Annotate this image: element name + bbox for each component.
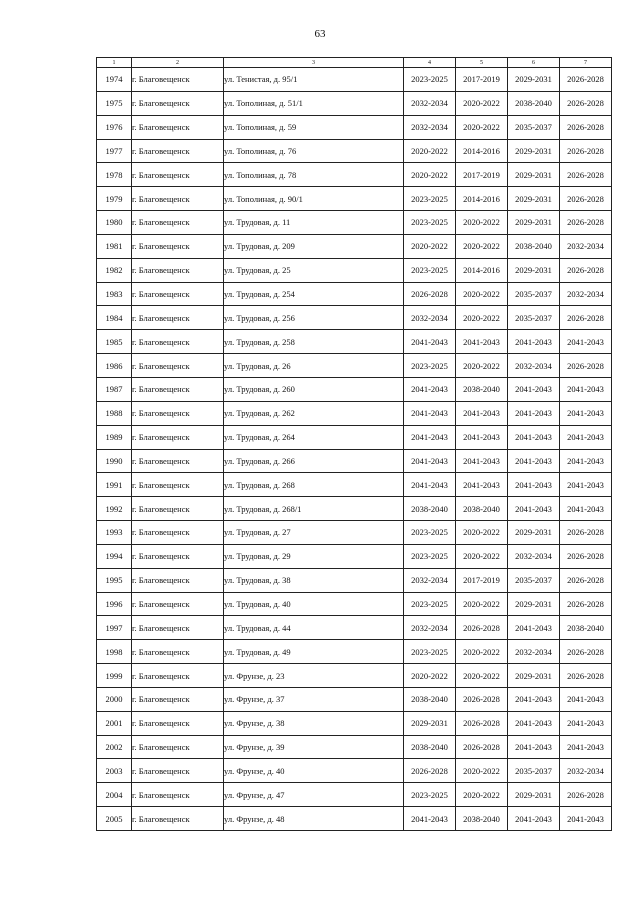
table-row [97, 91, 612, 115]
row-number-cell: 1985 [97, 330, 132, 354]
city-cell: г. Благовещенск [132, 401, 224, 425]
period-col-5-cell: 2041-2043 [456, 425, 508, 449]
period-col-5-cell: 2014-2016 [456, 258, 508, 282]
city-cell: г. Благовещенск [132, 163, 224, 187]
period-col-4-cell: 2023-2025 [404, 258, 456, 282]
period-col-5-cell: 2020-2022 [456, 544, 508, 568]
column-header-7: 7 [560, 58, 612, 68]
city-cell: г. Благовещенск [132, 640, 224, 664]
address-cell: ул. Фрунзе, д. 38 [224, 711, 404, 735]
city-cell: г. Благовещенск [132, 354, 224, 378]
table-row [97, 234, 612, 258]
row-number-cell: 1980 [97, 211, 132, 235]
period-col-6-cell: 2035-2037 [508, 759, 560, 783]
row-number-cell: 1989 [97, 425, 132, 449]
table-row [97, 759, 612, 783]
period-col-5-cell: 2020-2022 [456, 354, 508, 378]
period-col-4-cell: 2041-2043 [404, 401, 456, 425]
column-header-3: 3 [224, 58, 404, 68]
row-number-cell: 1984 [97, 306, 132, 330]
address-cell: ул. Фрунзе, д. 39 [224, 735, 404, 759]
table-row [97, 449, 612, 473]
city-cell: г. Благовещенск [132, 592, 224, 616]
period-col-6-cell: 2041-2043 [508, 330, 560, 354]
period-col-5-cell: 2041-2043 [456, 449, 508, 473]
period-col-6-cell: 2041-2043 [508, 377, 560, 401]
period-col-6-cell: 2041-2043 [508, 711, 560, 735]
period-col-5-cell: 2038-2040 [456, 807, 508, 831]
city-cell: г. Благовещенск [132, 211, 224, 235]
column-header-1: 1 [97, 58, 132, 68]
table-row [97, 497, 612, 521]
period-col-5-cell: 2020-2022 [456, 234, 508, 258]
period-col-4-cell: 2020-2022 [404, 163, 456, 187]
period-col-5-cell: 2020-2022 [456, 115, 508, 139]
period-col-7-cell: 2041-2043 [560, 735, 612, 759]
period-col-5-cell: 2026-2028 [456, 735, 508, 759]
period-col-5-cell: 2026-2028 [456, 687, 508, 711]
period-col-4-cell: 2023-2025 [404, 521, 456, 545]
period-col-5-cell: 2020-2022 [456, 759, 508, 783]
period-col-6-cell: 2035-2037 [508, 115, 560, 139]
period-col-7-cell: 2041-2043 [560, 687, 612, 711]
city-cell: г. Благовещенск [132, 377, 224, 401]
period-col-4-cell: 2029-2031 [404, 711, 456, 735]
period-col-7-cell: 2026-2028 [560, 211, 612, 235]
row-number-cell: 2000 [97, 687, 132, 711]
row-number-cell: 1990 [97, 449, 132, 473]
column-header-6: 6 [508, 58, 560, 68]
address-cell: ул. Тополиная, д. 59 [224, 115, 404, 139]
row-number-cell: 2005 [97, 807, 132, 831]
table-row [97, 664, 612, 688]
period-col-6-cell: 2032-2034 [508, 640, 560, 664]
period-col-7-cell: 2026-2028 [560, 163, 612, 187]
period-col-4-cell: 2041-2043 [404, 473, 456, 497]
row-number-cell: 1995 [97, 568, 132, 592]
row-number-cell: 2002 [97, 735, 132, 759]
period-col-4-cell: 2032-2034 [404, 306, 456, 330]
table-row [97, 115, 612, 139]
city-cell: г. Благовещенск [132, 735, 224, 759]
period-col-5-cell: 2020-2022 [456, 211, 508, 235]
period-col-6-cell: 2029-2031 [508, 68, 560, 92]
city-cell: г. Благовещенск [132, 711, 224, 735]
period-col-7-cell: 2041-2043 [560, 497, 612, 521]
table-row [97, 473, 612, 497]
period-col-7-cell: 2041-2043 [560, 401, 612, 425]
period-col-4-cell: 2023-2025 [404, 354, 456, 378]
period-col-5-cell: 2017-2019 [456, 568, 508, 592]
period-col-6-cell: 2041-2043 [508, 616, 560, 640]
period-col-4-cell: 2020-2022 [404, 139, 456, 163]
period-col-7-cell: 2026-2028 [560, 91, 612, 115]
row-number-cell: 1982 [97, 258, 132, 282]
city-cell: г. Благовещенск [132, 139, 224, 163]
period-col-7-cell: 2032-2034 [560, 759, 612, 783]
table-row [97, 568, 612, 592]
period-col-4-cell: 2041-2043 [404, 449, 456, 473]
city-cell: г. Благовещенск [132, 258, 224, 282]
address-cell: ул. Трудовая, д. 268 [224, 473, 404, 497]
city-cell: г. Благовещенск [132, 449, 224, 473]
city-cell: г. Благовещенск [132, 521, 224, 545]
period-col-7-cell: 2041-2043 [560, 377, 612, 401]
period-col-6-cell: 2041-2043 [508, 449, 560, 473]
row-number-cell: 1975 [97, 91, 132, 115]
period-col-5-cell: 2020-2022 [456, 783, 508, 807]
address-cell: ул. Фрунзе, д. 47 [224, 783, 404, 807]
period-col-7-cell: 2032-2034 [560, 282, 612, 306]
period-col-4-cell: 2020-2022 [404, 234, 456, 258]
row-number-cell: 1983 [97, 282, 132, 306]
period-col-4-cell: 2023-2025 [404, 211, 456, 235]
period-col-6-cell: 2041-2043 [508, 401, 560, 425]
city-cell: г. Благовещенск [132, 664, 224, 688]
period-col-7-cell: 2038-2040 [560, 616, 612, 640]
table-row [97, 592, 612, 616]
period-col-7-cell: 2026-2028 [560, 521, 612, 545]
table-row [97, 687, 612, 711]
table-row [97, 544, 612, 568]
period-col-6-cell: 2029-2031 [508, 211, 560, 235]
period-col-7-cell: 2041-2043 [560, 473, 612, 497]
period-col-5-cell: 2020-2022 [456, 306, 508, 330]
city-cell: г. Благовещенск [132, 783, 224, 807]
row-number-cell: 1998 [97, 640, 132, 664]
row-number-cell: 1974 [97, 68, 132, 92]
period-col-5-cell: 2041-2043 [456, 473, 508, 497]
period-col-6-cell: 2029-2031 [508, 163, 560, 187]
city-cell: г. Благовещенск [132, 115, 224, 139]
period-col-7-cell: 2026-2028 [560, 640, 612, 664]
column-header-2: 2 [132, 58, 224, 68]
row-number-cell: 1992 [97, 497, 132, 521]
period-col-7-cell: 2026-2028 [560, 783, 612, 807]
period-col-5-cell: 2014-2016 [456, 187, 508, 211]
period-col-4-cell: 2026-2028 [404, 759, 456, 783]
table-row [97, 163, 612, 187]
period-col-5-cell: 2020-2022 [456, 640, 508, 664]
period-col-4-cell: 2023-2025 [404, 68, 456, 92]
table-row [97, 211, 612, 235]
row-number-cell: 1986 [97, 354, 132, 378]
city-cell: г. Благовещенск [132, 759, 224, 783]
row-number-cell: 1977 [97, 139, 132, 163]
row-number-cell: 1979 [97, 187, 132, 211]
period-col-5-cell: 2020-2022 [456, 91, 508, 115]
row-number-cell: 1978 [97, 163, 132, 187]
address-cell: ул. Тополиная, д. 78 [224, 163, 404, 187]
period-col-6-cell: 2038-2040 [508, 91, 560, 115]
city-cell: г. Благовещенск [132, 187, 224, 211]
period-col-7-cell: 2026-2028 [560, 139, 612, 163]
table-row [97, 640, 612, 664]
address-cell: ул. Трудовая, д. 264 [224, 425, 404, 449]
table-row [97, 735, 612, 759]
address-cell: ул. Трудовая, д. 254 [224, 282, 404, 306]
period-col-4-cell: 2038-2040 [404, 735, 456, 759]
period-col-4-cell: 2026-2028 [404, 282, 456, 306]
period-col-6-cell: 2041-2043 [508, 497, 560, 521]
column-header-4: 4 [404, 58, 456, 68]
row-number-cell: 1999 [97, 664, 132, 688]
address-cell: ул. Трудовая, д. 40 [224, 592, 404, 616]
period-col-5-cell: 2041-2043 [456, 401, 508, 425]
period-col-6-cell: 2038-2040 [508, 234, 560, 258]
table-row [97, 258, 612, 282]
period-col-7-cell: 2041-2043 [560, 711, 612, 735]
table-body [97, 68, 612, 831]
table-row [97, 425, 612, 449]
period-col-6-cell: 2029-2031 [508, 521, 560, 545]
address-cell: ул. Фрунзе, д. 37 [224, 687, 404, 711]
city-cell: г. Благовещенск [132, 497, 224, 521]
period-col-6-cell: 2035-2037 [508, 568, 560, 592]
city-cell: г. Благовещенск [132, 616, 224, 640]
period-col-6-cell: 2035-2037 [508, 306, 560, 330]
address-cell: ул. Трудовая, д. 29 [224, 544, 404, 568]
city-cell: г. Благовещенск [132, 425, 224, 449]
period-col-5-cell: 2041-2043 [456, 330, 508, 354]
row-number-cell: 1997 [97, 616, 132, 640]
period-col-7-cell: 2026-2028 [560, 187, 612, 211]
period-col-4-cell: 2023-2025 [404, 592, 456, 616]
table-row [97, 68, 612, 92]
address-cell: ул. Трудовая, д. 258 [224, 330, 404, 354]
address-cell: ул. Трудовая, д. 27 [224, 521, 404, 545]
table-row [97, 330, 612, 354]
period-col-4-cell: 2023-2025 [404, 544, 456, 568]
period-col-6-cell: 2032-2034 [508, 544, 560, 568]
row-number-cell: 2003 [97, 759, 132, 783]
address-cell: ул. Фрунзе, д. 48 [224, 807, 404, 831]
column-header-5: 5 [456, 58, 508, 68]
period-col-4-cell: 2041-2043 [404, 807, 456, 831]
city-cell: г. Благовещенск [132, 568, 224, 592]
period-col-7-cell: 2026-2028 [560, 544, 612, 568]
period-col-7-cell: 2026-2028 [560, 68, 612, 92]
city-cell: г. Благовещенск [132, 68, 224, 92]
period-col-7-cell: 2026-2028 [560, 258, 612, 282]
period-col-7-cell: 2026-2028 [560, 115, 612, 139]
row-number-cell: 1993 [97, 521, 132, 545]
city-cell: г. Благовещенск [132, 544, 224, 568]
period-col-5-cell: 2026-2028 [456, 616, 508, 640]
address-cell: ул. Трудовая, д. 262 [224, 401, 404, 425]
row-number-cell: 1996 [97, 592, 132, 616]
row-number-cell: 2004 [97, 783, 132, 807]
address-cell: ул. Трудовая, д. 25 [224, 258, 404, 282]
table-row [97, 521, 612, 545]
period-col-6-cell: 2029-2031 [508, 592, 560, 616]
period-col-6-cell: 2032-2034 [508, 354, 560, 378]
period-col-5-cell: 2014-2016 [456, 139, 508, 163]
address-cell: ул. Трудовая, д. 49 [224, 640, 404, 664]
period-col-4-cell: 2038-2040 [404, 687, 456, 711]
period-col-5-cell: 2020-2022 [456, 664, 508, 688]
period-col-6-cell: 2029-2031 [508, 664, 560, 688]
address-cell: ул. Трудовая, д. 268/1 [224, 497, 404, 521]
row-number-cell: 1981 [97, 234, 132, 258]
city-cell: г. Благовещенск [132, 687, 224, 711]
period-col-4-cell: 2023-2025 [404, 640, 456, 664]
row-number-cell: 1988 [97, 401, 132, 425]
table-row [97, 401, 612, 425]
period-col-6-cell: 2041-2043 [508, 807, 560, 831]
period-col-6-cell: 2029-2031 [508, 139, 560, 163]
row-number-cell: 1991 [97, 473, 132, 497]
period-col-5-cell: 2020-2022 [456, 282, 508, 306]
period-col-5-cell: 2017-2019 [456, 68, 508, 92]
period-col-5-cell: 2026-2028 [456, 711, 508, 735]
period-col-7-cell: 2041-2043 [560, 807, 612, 831]
address-cell: ул. Тополиная, д. 51/1 [224, 91, 404, 115]
period-col-4-cell: 2041-2043 [404, 330, 456, 354]
period-col-5-cell: 2038-2040 [456, 497, 508, 521]
address-cell: ул. Тополиная, д. 76 [224, 139, 404, 163]
table-row [97, 187, 612, 211]
address-cell: ул. Фрунзе, д. 23 [224, 664, 404, 688]
city-cell: г. Благовещенск [132, 473, 224, 497]
period-col-4-cell: 2032-2034 [404, 91, 456, 115]
period-col-4-cell: 2023-2025 [404, 783, 456, 807]
row-number-cell: 1994 [97, 544, 132, 568]
row-number-cell: 1976 [97, 115, 132, 139]
period-col-6-cell: 2029-2031 [508, 187, 560, 211]
table-row [97, 616, 612, 640]
period-col-7-cell: 2026-2028 [560, 664, 612, 688]
period-col-5-cell: 2020-2022 [456, 521, 508, 545]
period-col-4-cell: 2041-2043 [404, 377, 456, 401]
table-row [97, 783, 612, 807]
period-col-6-cell: 2029-2031 [508, 783, 560, 807]
period-col-6-cell: 2041-2043 [508, 473, 560, 497]
period-col-6-cell: 2041-2043 [508, 425, 560, 449]
address-cell: ул. Трудовая, д. 209 [224, 234, 404, 258]
table-row [97, 282, 612, 306]
period-col-6-cell: 2035-2037 [508, 282, 560, 306]
period-col-5-cell: 2020-2022 [456, 592, 508, 616]
period-col-4-cell: 2032-2034 [404, 115, 456, 139]
period-col-4-cell: 2020-2022 [404, 664, 456, 688]
period-col-7-cell: 2041-2043 [560, 330, 612, 354]
table-header-row [97, 58, 612, 68]
address-cell: ул. Тенистая, д. 95/1 [224, 68, 404, 92]
address-cell: ул. Трудовая, д. 256 [224, 306, 404, 330]
address-cell: ул. Фрунзе, д. 40 [224, 759, 404, 783]
address-cell: ул. Трудовая, д. 266 [224, 449, 404, 473]
period-col-4-cell: 2038-2040 [404, 497, 456, 521]
period-col-7-cell: 2026-2028 [560, 354, 612, 378]
table-row [97, 711, 612, 735]
table-row [97, 139, 612, 163]
period-col-5-cell: 2017-2019 [456, 163, 508, 187]
row-number-cell: 1987 [97, 377, 132, 401]
period-col-4-cell: 2041-2043 [404, 425, 456, 449]
address-cell: ул. Трудовая, д. 44 [224, 616, 404, 640]
period-col-7-cell: 2026-2028 [560, 592, 612, 616]
city-cell: г. Благовещенск [132, 306, 224, 330]
housing-schedule-table [96, 57, 612, 831]
table-row [97, 354, 612, 378]
period-col-7-cell: 2026-2028 [560, 306, 612, 330]
page-number: 63 [314, 28, 326, 40]
table-row [97, 377, 612, 401]
city-cell: г. Благовещенск [132, 91, 224, 115]
period-col-7-cell: 2041-2043 [560, 449, 612, 473]
address-cell: ул. Трудовая, д. 26 [224, 354, 404, 378]
address-cell: ул. Трудовая, д. 38 [224, 568, 404, 592]
address-cell: ул. Трудовая, д. 260 [224, 377, 404, 401]
address-cell: ул. Трудовая, д. 11 [224, 211, 404, 235]
period-col-7-cell: 2032-2034 [560, 234, 612, 258]
city-cell: г. Благовещенск [132, 282, 224, 306]
period-col-4-cell: 2032-2034 [404, 616, 456, 640]
period-col-7-cell: 2041-2043 [560, 425, 612, 449]
address-cell: ул. Тополиная, д. 90/1 [224, 187, 404, 211]
period-col-5-cell: 2038-2040 [456, 377, 508, 401]
table-row [97, 807, 612, 831]
city-cell: г. Благовещенск [132, 234, 224, 258]
period-col-6-cell: 2041-2043 [508, 687, 560, 711]
period-col-6-cell: 2041-2043 [508, 735, 560, 759]
row-number-cell: 2001 [97, 711, 132, 735]
city-cell: г. Благовещенск [132, 807, 224, 831]
city-cell: г. Благовещенск [132, 330, 224, 354]
period-col-4-cell: 2023-2025 [404, 187, 456, 211]
period-col-4-cell: 2032-2034 [404, 568, 456, 592]
table-row [97, 306, 612, 330]
period-col-7-cell: 2026-2028 [560, 568, 612, 592]
period-col-6-cell: 2029-2031 [508, 258, 560, 282]
